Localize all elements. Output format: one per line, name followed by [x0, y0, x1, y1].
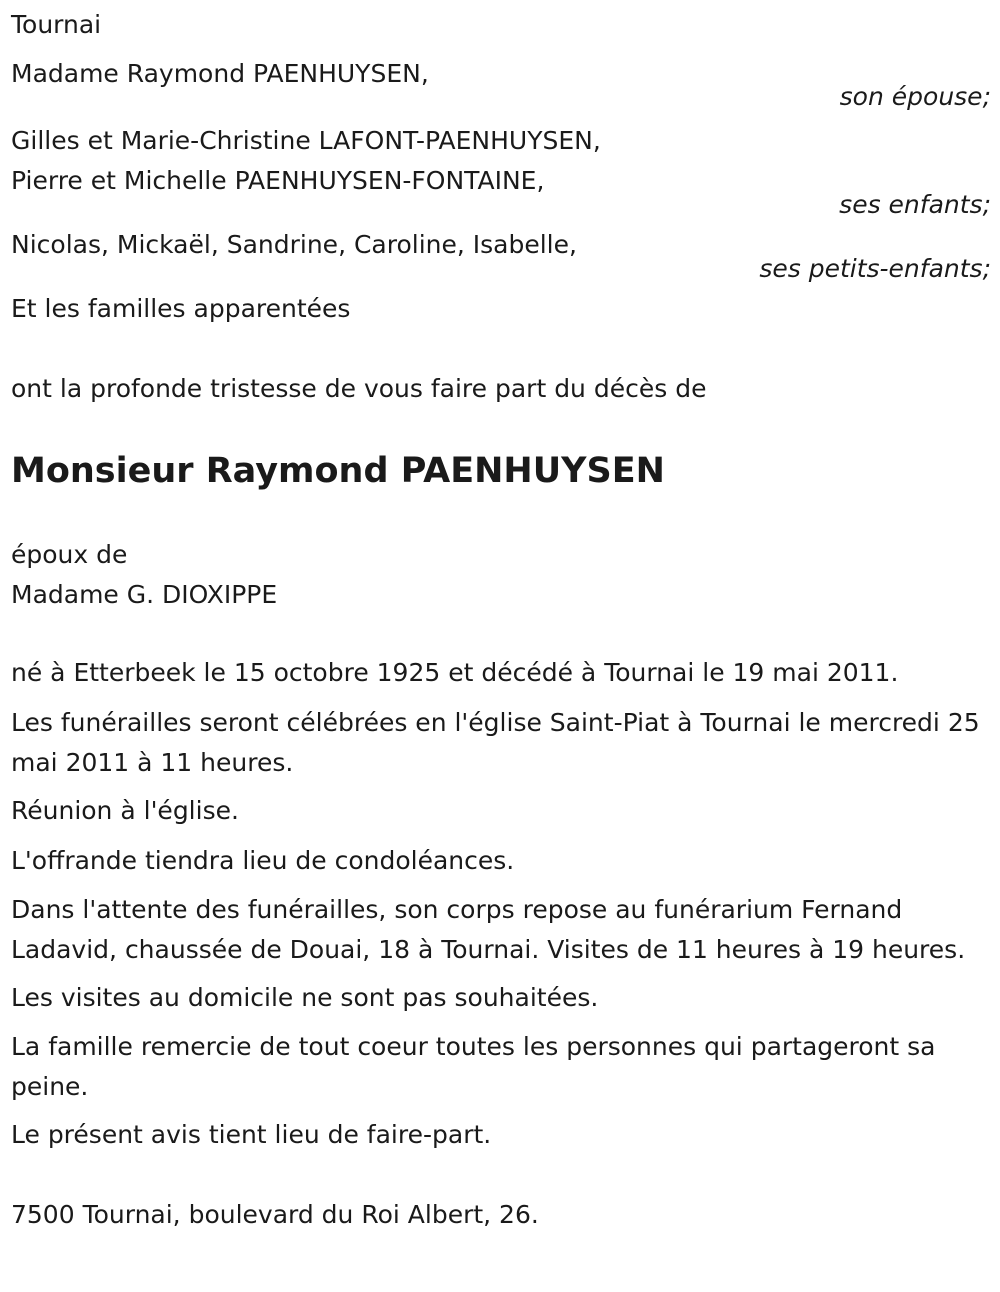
children-role: ses enfants;: [839, 190, 991, 219]
offering-line: L'offrande tiendra lieu de condoléances.: [11, 846, 515, 875]
home-visits-line: Les visites au domicile ne sont pas souhaitées.: [11, 983, 599, 1012]
deceased-name: Monsieur Raymond PAENHUYSEN: [11, 451, 665, 491]
spouse-name: Madame Raymond PAENHUYSEN,: [11, 59, 429, 88]
grandchildren-role: ses petits-enfants;: [759, 254, 991, 283]
spouse-role: son épouse;: [839, 82, 991, 111]
announcement-line: ont la profonde tristesse de vous faire part du décès de: [11, 374, 707, 403]
city-heading: Tournai: [11, 10, 102, 39]
funerarium-paragraph: Dans l'attente des funérailles, son corps repose au funérarium Fernand Ladavid, chaussée de Douai, 18 à Tournai. Visites de 11 heures à 19 heures.: [11, 895, 966, 964]
birth-death-line: né à Etterbeek le 15 octobre 1925 et décédé à Tournai le 19 mai 2011.: [11, 658, 899, 687]
funeral-paragraph: Les funérailles seront célébrées en l'église Saint-Piat à Tournai le mercredi 25 mai 2011 à 11 heures.: [11, 708, 980, 777]
child-name-1: Gilles et Marie-Christine LAFONT-PAENHUYSEN,: [11, 126, 601, 155]
relatives-line: Et les familles apparentées: [11, 294, 351, 323]
gathering-line: Réunion à l'église.: [11, 796, 239, 825]
notice-line: Le présent avis tient lieu de faire-part.: [11, 1120, 492, 1149]
spouse-label: époux de: [11, 540, 128, 569]
thanks-paragraph: La famille remercie de tout coeur toutes les personnes qui partageront sa peine.: [11, 1032, 936, 1101]
deceased-spouse-name: Madame G. DIOXIPPE: [11, 580, 278, 609]
address-line: 7500 Tournai, boulevard du Roi Albert, 26.: [11, 1200, 539, 1229]
child-name-2: Pierre et Michelle PAENHUYSEN-FONTAINE,: [11, 166, 545, 195]
obituary-notice: [11, 5, 991, 1235]
grandchildren-names: Nicolas, Mickaël, Sandrine, Caroline, Isabelle,: [11, 230, 577, 259]
